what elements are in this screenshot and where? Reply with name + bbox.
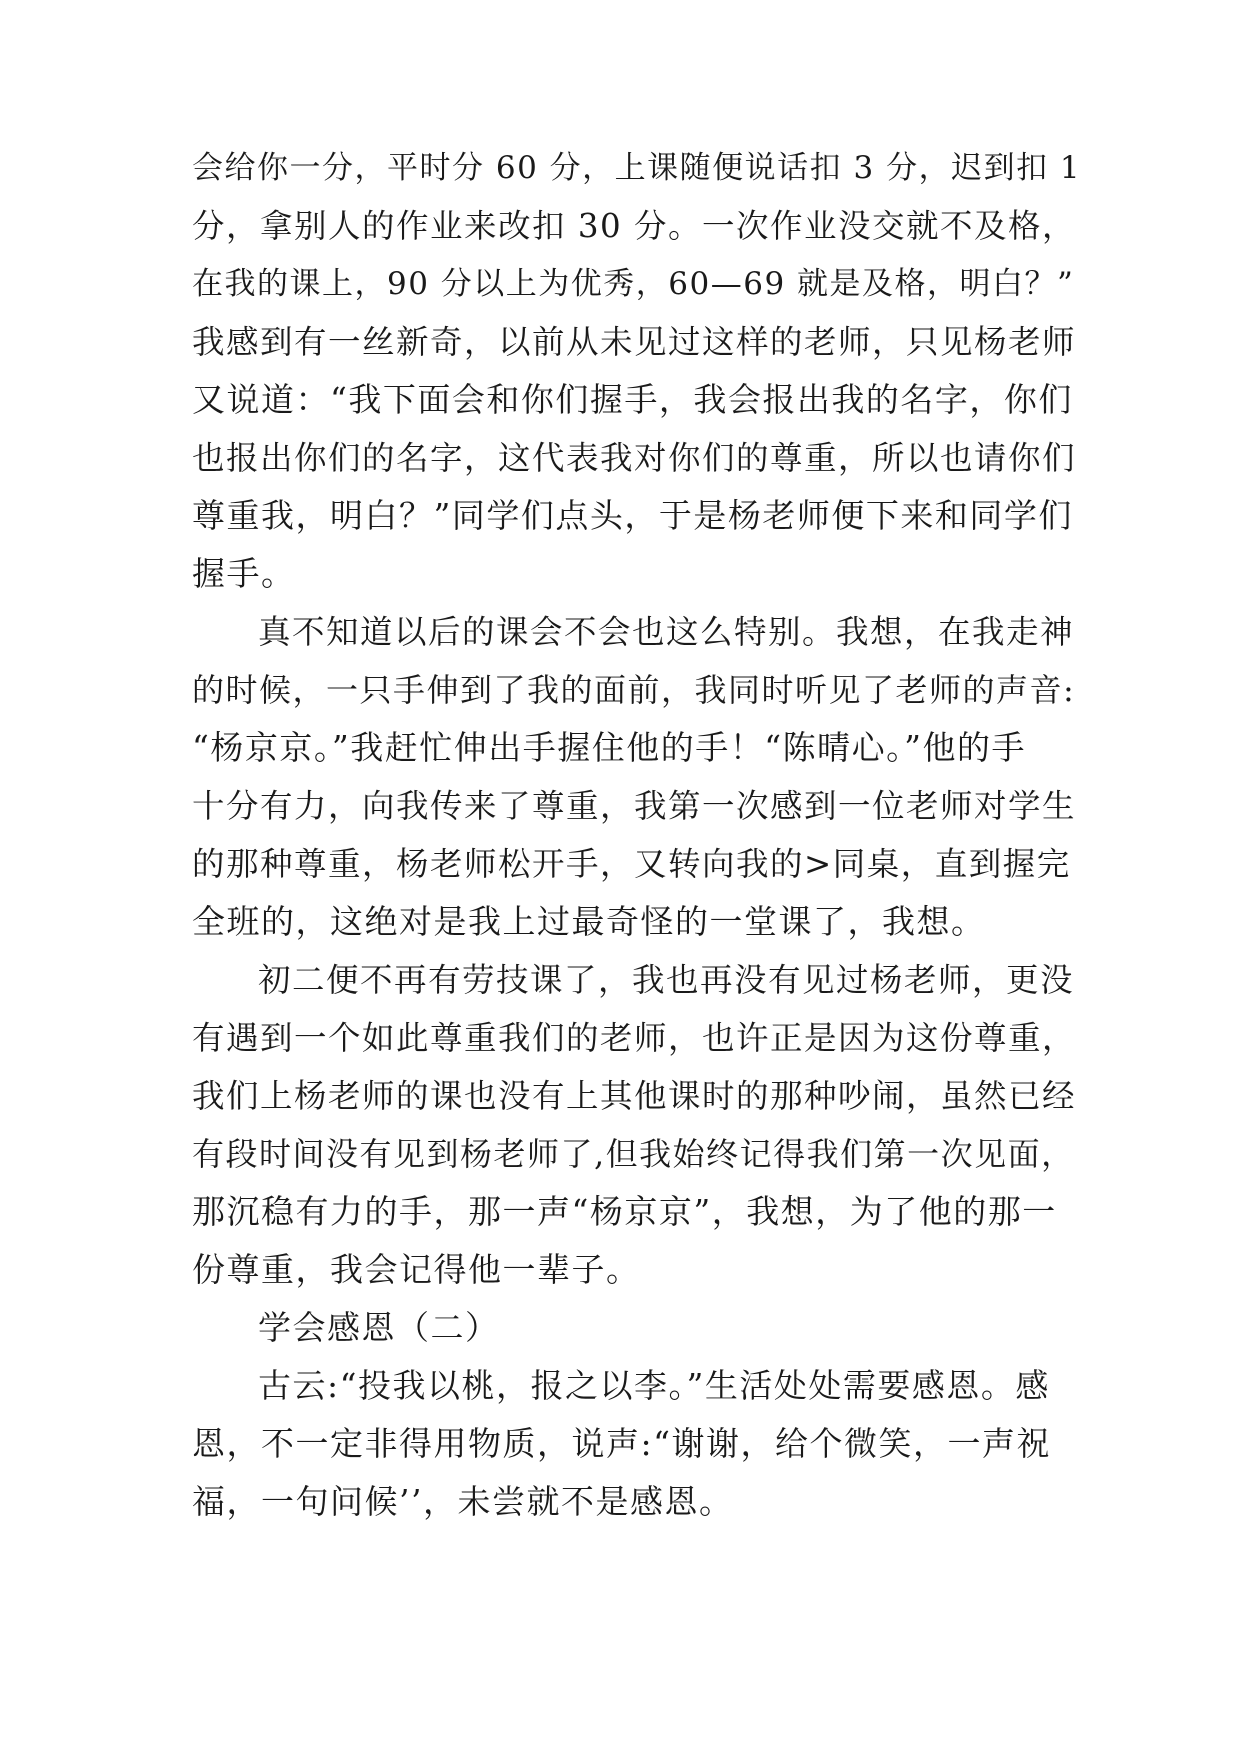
text-line: 份尊重，我会记得他一辈子。 bbox=[192, 1250, 641, 1289]
text-line: 的那种尊重，杨老师松开手，又转向我的>同桌，直到握完 bbox=[192, 845, 1071, 883]
text-line: 有遇到一个如此尊重我们的老师，也许正是因为这份尊重， bbox=[192, 1019, 1077, 1057]
text-line: 全班的，这绝对是我上过最奇怪的一堂课了，我想。 bbox=[192, 902, 986, 941]
text-line: “杨京京。”我赶忙伸出手握住他的手！“陈晴心。”他的手 bbox=[192, 728, 1026, 767]
text-line: 握手。 bbox=[192, 554, 296, 593]
text-line: 会给你一分，平时分 60 分，上课随便说话扣 3 分，迟到扣 1 bbox=[192, 150, 1082, 186]
text-line: 又说道：“我下面会和你们握手，我会报出我的名字，你们 bbox=[192, 380, 1073, 419]
text-line: 那沉稳有力的手，那一声“杨京京”，我想，为了他的那一 bbox=[192, 1192, 1057, 1231]
text-line: 的时候，一只手伸到了我的面前，我同时听见了老师的声音: bbox=[192, 671, 1076, 709]
paragraph-start-line: 真不知道以后的课会不会也这么特别。我想，在我走神 bbox=[258, 613, 1075, 651]
text-line: 在我的课上，90 分以上为优秀，60—69 就是及格，明白？” bbox=[192, 266, 1075, 302]
text-line: 福，一句问候’’，未尝就不是感恩。 bbox=[192, 1482, 734, 1521]
text-line: 尊重我，明白？”同学们点头，于是杨老师便下来和同学们 bbox=[192, 496, 1073, 535]
text-line: 十分有力，向我传来了尊重，我第一次感到一位老师对学生 bbox=[192, 787, 1077, 825]
text-line: 我感到有一丝新奇，以前从未见过这样的老师，只见杨老师 bbox=[192, 323, 1077, 361]
paragraph-start-line: 古云:“投我以桃，报之以李。”生活处处需要感恩。感 bbox=[258, 1366, 1050, 1405]
text-line: 也报出你们的名字，这代表我对你们的尊重，所以也请你们 bbox=[192, 439, 1077, 477]
text-line: 分，拿别人的作业来改扣 30 分。一次作业没交就不及格， bbox=[192, 207, 1077, 245]
text-line: 恩，不一定非得用物质，说声:“谢谢，给个微笑，一声祝 bbox=[192, 1424, 1051, 1463]
text-line: 我们上杨老师的课也没有上其他课时的那种吵闹，虽然已经 bbox=[192, 1077, 1077, 1115]
section-heading: 学会感恩（二） bbox=[258, 1308, 500, 1347]
text-line: 有段时间没有见到杨老师了,但我始终记得我们第一次见面， bbox=[192, 1135, 1075, 1173]
paragraph-start-line: 初二便不再有劳技课了，我也再没有见过杨老师，更没 bbox=[258, 961, 1075, 999]
